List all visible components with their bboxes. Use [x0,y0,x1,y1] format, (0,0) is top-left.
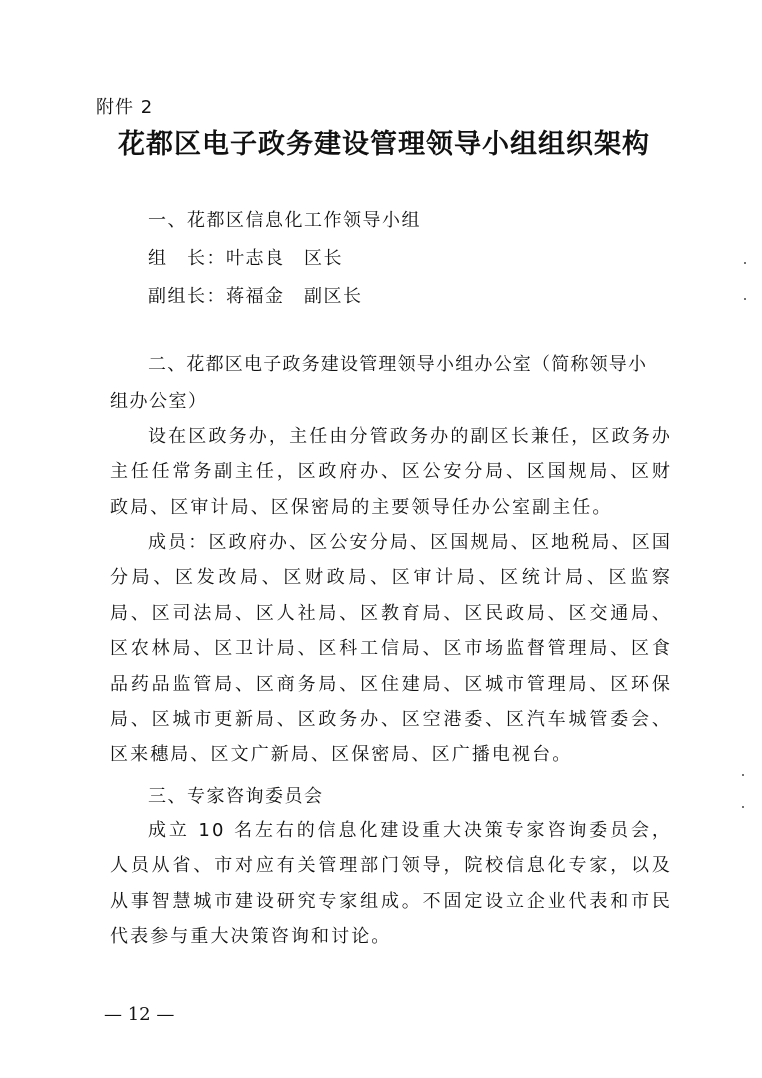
scan-speck [744,262,746,264]
section-2-heading-line1: 二、花都区电子政务建设管理领导小组办公室（简称领导小 [148,354,648,375]
section-2-paragraph-1: 设在区政务办，主任由分管政务办的副区长兼任，区政务办主任任常务副主任，区政府办、区公安分局、区国规局、区财政局、区审计局、区保密局的主要领导任办公室副主任。 [110,426,672,518]
attachment-label: 附件 2 [96,97,154,118]
document-title: 花都区电子政务建设管理领导小组组织架构 [118,129,650,160]
section-2-heading-line2: 组办公室） [110,391,208,412]
section-1-deputy: 副组长：蒋福金 副区长 [148,286,363,307]
page-number: — 12 — [104,1004,175,1025]
section-3-heading: 三、专家咨询委员会 [148,786,324,807]
scan-speck [742,806,744,808]
section-1-heading: 一、花都区信息化工作领导小组 [148,210,421,231]
section-3-paragraph: 成立 10 名左右的信息化建设重大决策专家咨询委员会，人员从省、市对应有关管理部门领导，院校信息化专家，以及从事智慧城市建设研究专家组成。不固定设立企业代表和市民代表参与重大决策咨询和讨论。 [110,820,672,948]
scan-speck [742,774,744,776]
section-1-leader: 组 长：叶志良 区长 [148,248,343,269]
scan-speck [744,298,746,300]
section-2-paragraph-2: 成员：区政府办、区公安分局、区国规局、区地税局、区国分局、区发改局、区财政局、区审计局、区统计局、区监察局、区司法局、区人社局、区教育局、区民政局、区交通局、区农林局、区卫计局、区科工信局、区市场监督管理局、区食品药品监管局、区商务局、区住建局、区城市管理局、区环保局、区城市更新局、区政务办、区空港委、区汽车城管委会、区来穗局、区文广新局、区保密局、区广播电视台。 [110,532,672,766]
